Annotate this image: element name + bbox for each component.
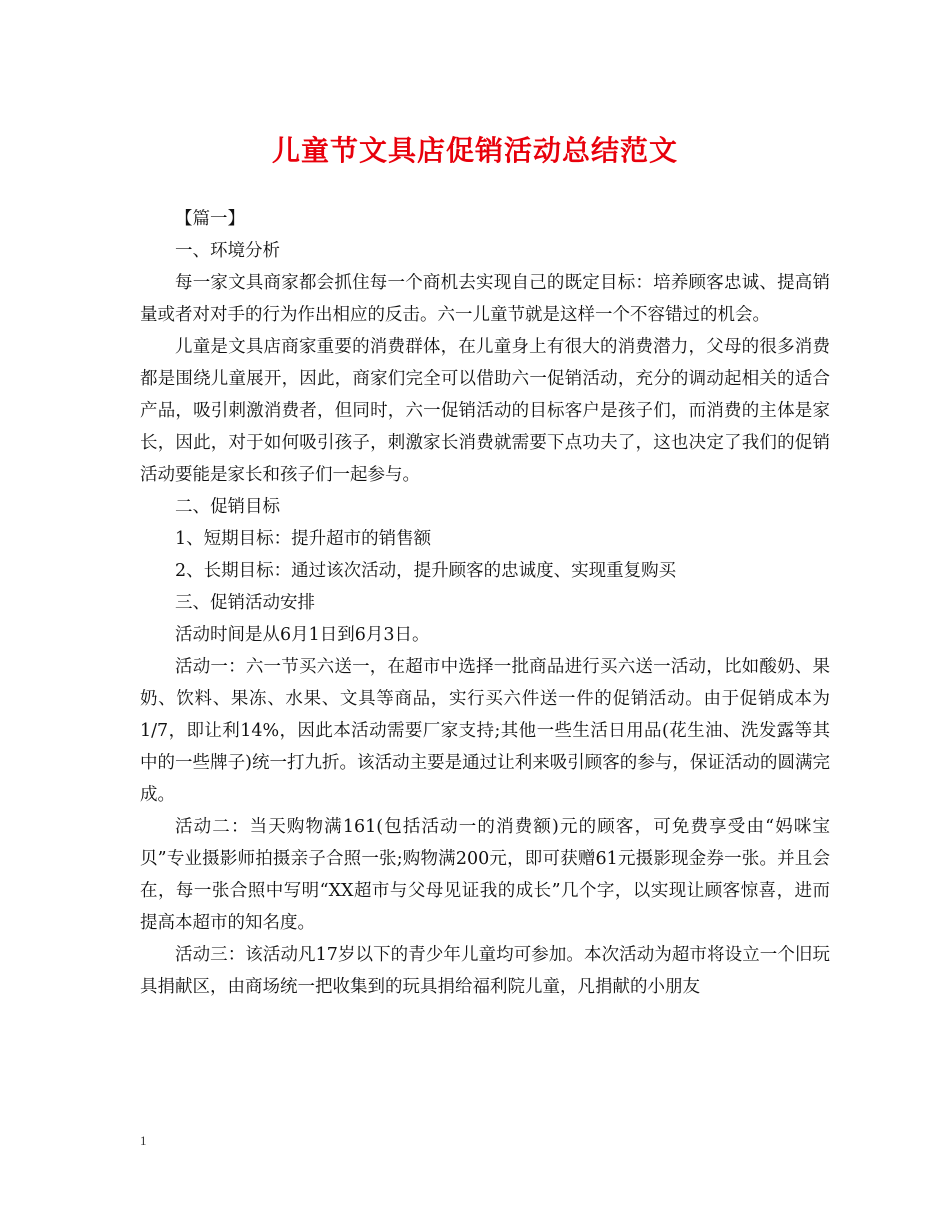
- paragraph-activity-three: 活动三：该活动凡17岁以下的青少年儿童均可参加。本次活动为超市将设立一个旧玩具捐献区，由商场统一把收集到的玩具捐给福利院儿童，凡捐献的小朋友: [140, 945, 830, 997]
- paragraph-activity-two: 活动二：当天购物满161(包括活动一的消费额)元的顾客，可免费享受由“妈咪宝贝”专业摄影师拍摄亲子合照一张;购物满200元，即可获赠61元摄影现金券一张。并且会在，每一张合照中写明“XX超市与父母见证我的成长”几个字，以实现让顾客惊喜，进而提高本超市的知名度。: [140, 817, 830, 933]
- document-body: [140, 203, 830, 1003]
- paragraph-section-marker: 【篇一】: [175, 209, 245, 229]
- heading-environment-analysis: 一、环境分析: [175, 241, 280, 261]
- paragraph: 儿童是文具店商家重要的消费群体，在儿童身上有很大的消费潜力，父母的很多消费都是围绕儿童展开，因此，商家们完全可以借助六一促销活动，充分的调动起相关的适合产品，吸引刺激消费者，但同时，六一促销活动的目标客户是孩子们，而消费的主体是家长，因此，对于如何吸引孩子，刺激家长消费就需要下点功夫了，这也决定了我们的促销活动要能是家长和孩子们一起参与。: [140, 337, 830, 485]
- paragraph: 每一家文具商家都会抓住每一个商机去实现自己的既定目标：培养顾客忠诚、提高销量或者对对手的行为作出相应的反击。六一儿童节就是这样一个不容错过的机会。: [140, 273, 830, 325]
- paragraph-activity-time: 活动时间是从6月1日到6月3日。: [175, 625, 430, 645]
- page-number: 1: [140, 1133, 147, 1148]
- paragraph-activity-one: 活动一：六一节买六送一，在超市中选择一批商品进行买六送一活动，比如酸奶、果奶、饮料、果冻、水果、文具等商品，实行买六件送一件的促销活动。由于促销成本为1/7，即让利14%，因此本活动需要厂家支持;其他一些生活日用品(花生油、洗发露等其中的一些牌子)统一打九折。该活动主要是通过让利来吸引顾客的参与，保证活动的圆满完成。: [140, 657, 830, 805]
- heading-promotion-goals: 二、促销目标: [175, 497, 280, 517]
- document-title: 儿童节文具店促销活动总结范文: [271, 134, 678, 167]
- list-item-short-term-goal: 1、短期目标：提升超市的销售额: [175, 529, 432, 549]
- heading-activity-arrangement: 三、促销活动安排: [175, 593, 315, 613]
- list-item-long-term-goal: 2、长期目标：通过该次活动，提升顾客的忠诚度、实现重复购买: [175, 561, 677, 581]
